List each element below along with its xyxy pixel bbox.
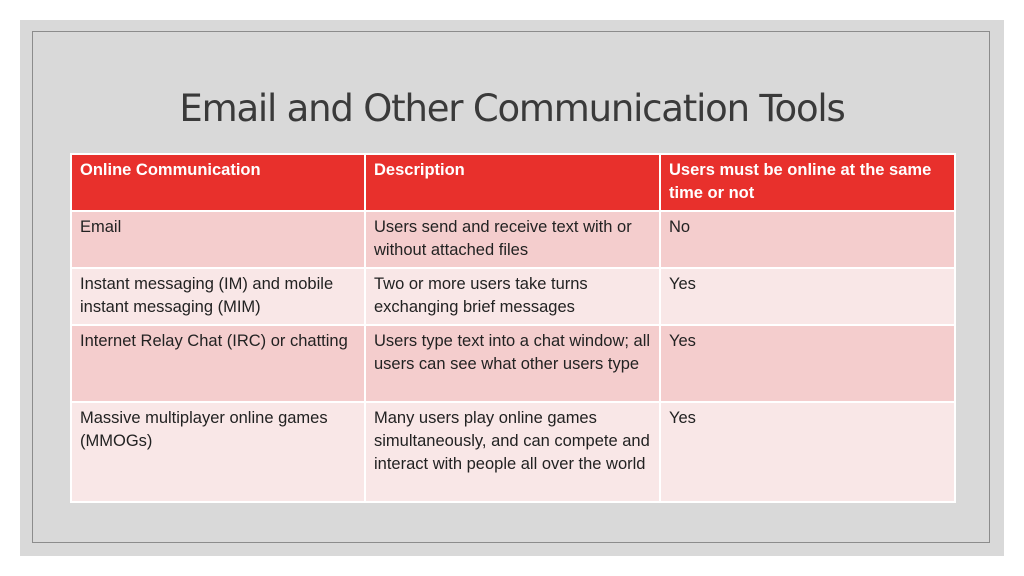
table-row (71, 402, 955, 502)
header-online-same-time: Users must be online at the same time or not (660, 154, 955, 211)
cell-online-same-time: No (660, 211, 955, 268)
cell-description: Many users play online games simultaneously, and can compete and interact with people all over the world (365, 402, 660, 502)
cell-description: Two or more users take turns exchanging brief messages (365, 268, 660, 325)
cell-tool: Internet Relay Chat (IRC) or chatting (71, 325, 365, 402)
cell-description: Users type text into a chat window; all users can see what other users type (365, 325, 660, 402)
communication-tools-table (70, 153, 956, 503)
cell-tool: Instant messaging (IM) and mobile instant messaging (MIM) (71, 268, 365, 325)
header-online-communication: Online Communication (71, 154, 365, 211)
table-row (71, 268, 955, 325)
cell-online-same-time: Yes (660, 268, 955, 325)
table-row (71, 325, 955, 402)
cell-description: Users send and receive text with or without attached files (365, 211, 660, 268)
cell-online-same-time: Yes (660, 325, 955, 402)
cell-tool: Email (71, 211, 365, 268)
cell-tool: Massive multiplayer online games (MMOGs) (71, 402, 365, 502)
table-row (71, 211, 955, 268)
slide (20, 20, 1004, 556)
table-header-row (71, 154, 955, 211)
header-description: Description (365, 154, 660, 211)
cell-online-same-time: Yes (660, 402, 955, 502)
slide-title: Email and Other Communication Tools (179, 87, 845, 130)
